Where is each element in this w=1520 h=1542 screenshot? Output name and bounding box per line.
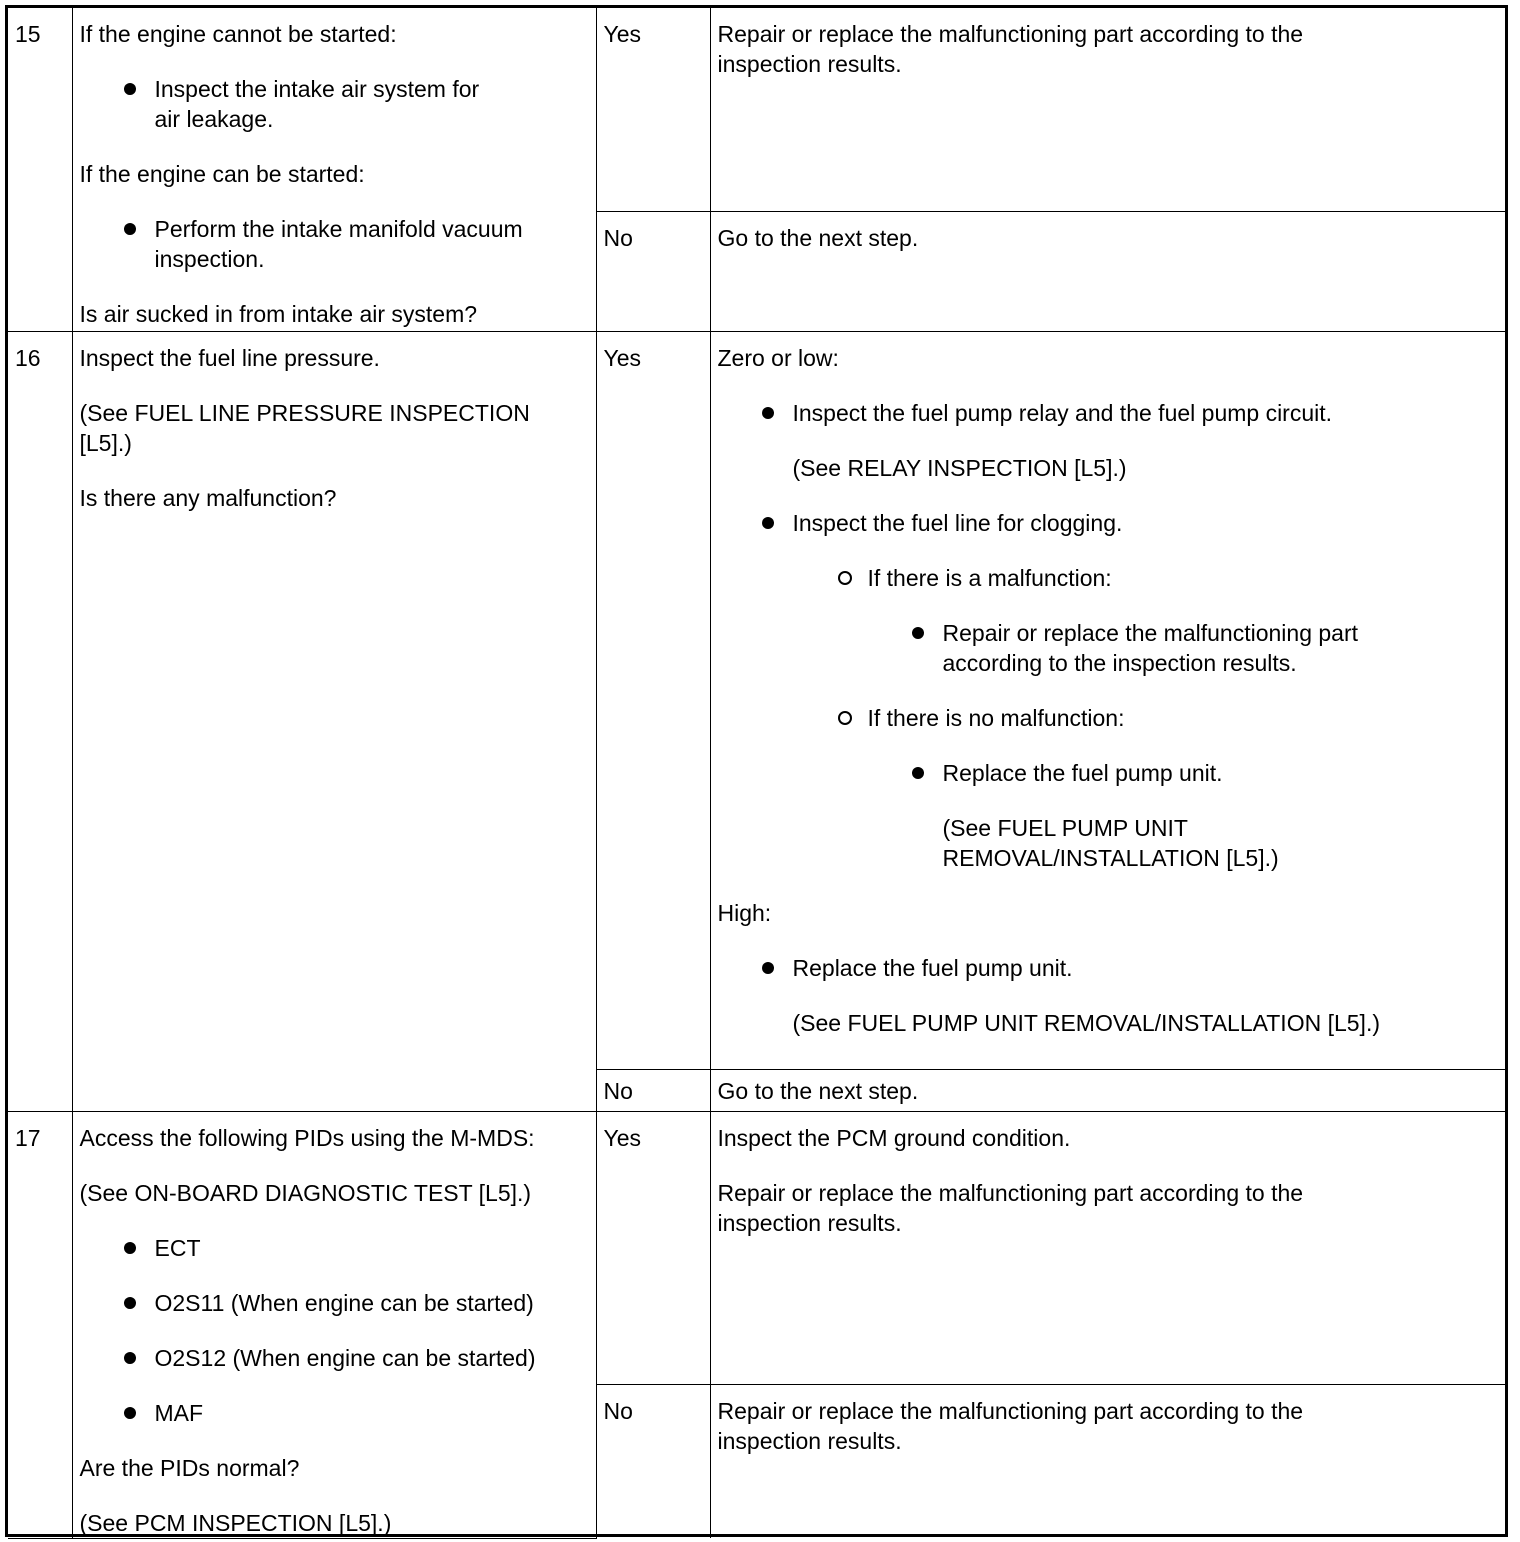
bullet-icon [912,767,924,779]
question-text: Are the PIDs normal? [79,1454,300,1481]
action-text: Access the following PIDs using the M-MDS: [79,1124,535,1151]
no-result: Repair or replace the malfunctioning part according to the inspection results. [710,1384,1505,1538]
answer-no: No [596,211,710,331]
reference-text: (See FUEL LINE PRESSURE INSPECTION [L5].) [79,399,530,456]
pid-item: ECT [80,1233,589,1263]
circle-bullet-icon [838,711,852,725]
pid-item: MAF [80,1398,589,1428]
bullet-icon [762,517,774,529]
step-16-yes-row [8,331,1505,1069]
answer-no: No [596,1069,710,1111]
bullet-item: Perform the intake manifold vacuum inspection. [80,214,525,274]
troubleshooting-table [5,5,1508,1537]
sub-bullet-item: If there is a malfunction: [718,563,1499,593]
bullet-icon [124,1242,136,1254]
question-text: Is air sucked in from intake air system? [79,301,478,327]
step-action [72,331,596,1111]
bullet-icon [124,1352,136,1364]
answer-yes: Yes [596,1111,710,1384]
bullet-icon [124,223,136,235]
bullet-item: Replace the fuel pump unit. [718,953,1499,983]
step-number: 17 [8,1111,72,1538]
yes-result: Inspect the PCM ground condition. Repair or replace the malfunctioning part according to the inspection results. [710,1111,1505,1384]
yes-result: Repair or replace the malfunctioning part according to the inspection results. [710,8,1505,211]
answer-yes: Yes [596,8,710,211]
yes-result [710,331,1505,1069]
bullet-item: Inspect the fuel pump relay and the fuel pump circuit. [718,398,1499,428]
bullet-item: Repair or replace the malfunctioning part according to the inspection results. [718,618,1383,678]
reference-text: (See FUEL PUMP UNIT REMOVAL/INSTALLATION [L5].) [942,814,1279,871]
step-15-yes-row [8,8,1505,211]
no-result: Go to the next step. [710,1069,1505,1111]
question-text: Is there any malfunction? [79,484,337,511]
reference-text: (See PCM INSPECTION [L5].) [79,1509,392,1536]
reference-text: (See RELAY INSPECTION [L5].) [792,454,1127,481]
pid-item: O2S12 (When engine can be started) [80,1343,589,1373]
action-text: If the engine cannot be started: [79,21,397,47]
step-number: 16 [8,331,72,1111]
bullet-item: Inspect the fuel line for clogging. [718,508,1499,538]
bullet-icon [912,627,924,639]
pid-item: O2S11 (When engine can be started) [80,1288,589,1318]
sub-bullet-item: If there is no malfunction: [718,703,1499,733]
condition-heading: High: [717,899,772,926]
answer-yes: Yes [596,331,710,1069]
step-number: 15 [8,8,72,331]
bullet-icon [124,83,136,95]
step-action [72,8,596,331]
reference-text: (See ON-BOARD DIAGNOSTIC TEST [L5].) [79,1179,532,1206]
bullet-item: Inspect the intake air system for air leakage. [80,74,485,134]
no-result: Go to the next step. [710,211,1505,331]
diagnostic-steps-table [8,8,1505,1539]
step-action [72,1111,596,1538]
reference-text: (See FUEL PUMP UNIT REMOVAL/INSTALLATION [L5].) [792,1009,1380,1036]
action-text: Inspect the fuel line pressure. [79,344,380,371]
bullet-icon [762,962,774,974]
bullet-icon [124,1297,136,1309]
circle-bullet-icon [838,571,852,585]
bullet-icon [762,407,774,419]
bullet-item: Replace the fuel pump unit. [718,758,1499,788]
step-17-yes-row [8,1111,1505,1384]
action-text: If the engine can be started: [79,161,365,187]
answer-no: No [596,1384,710,1538]
condition-heading: Zero or low: [717,344,839,371]
bullet-icon [124,1407,136,1419]
